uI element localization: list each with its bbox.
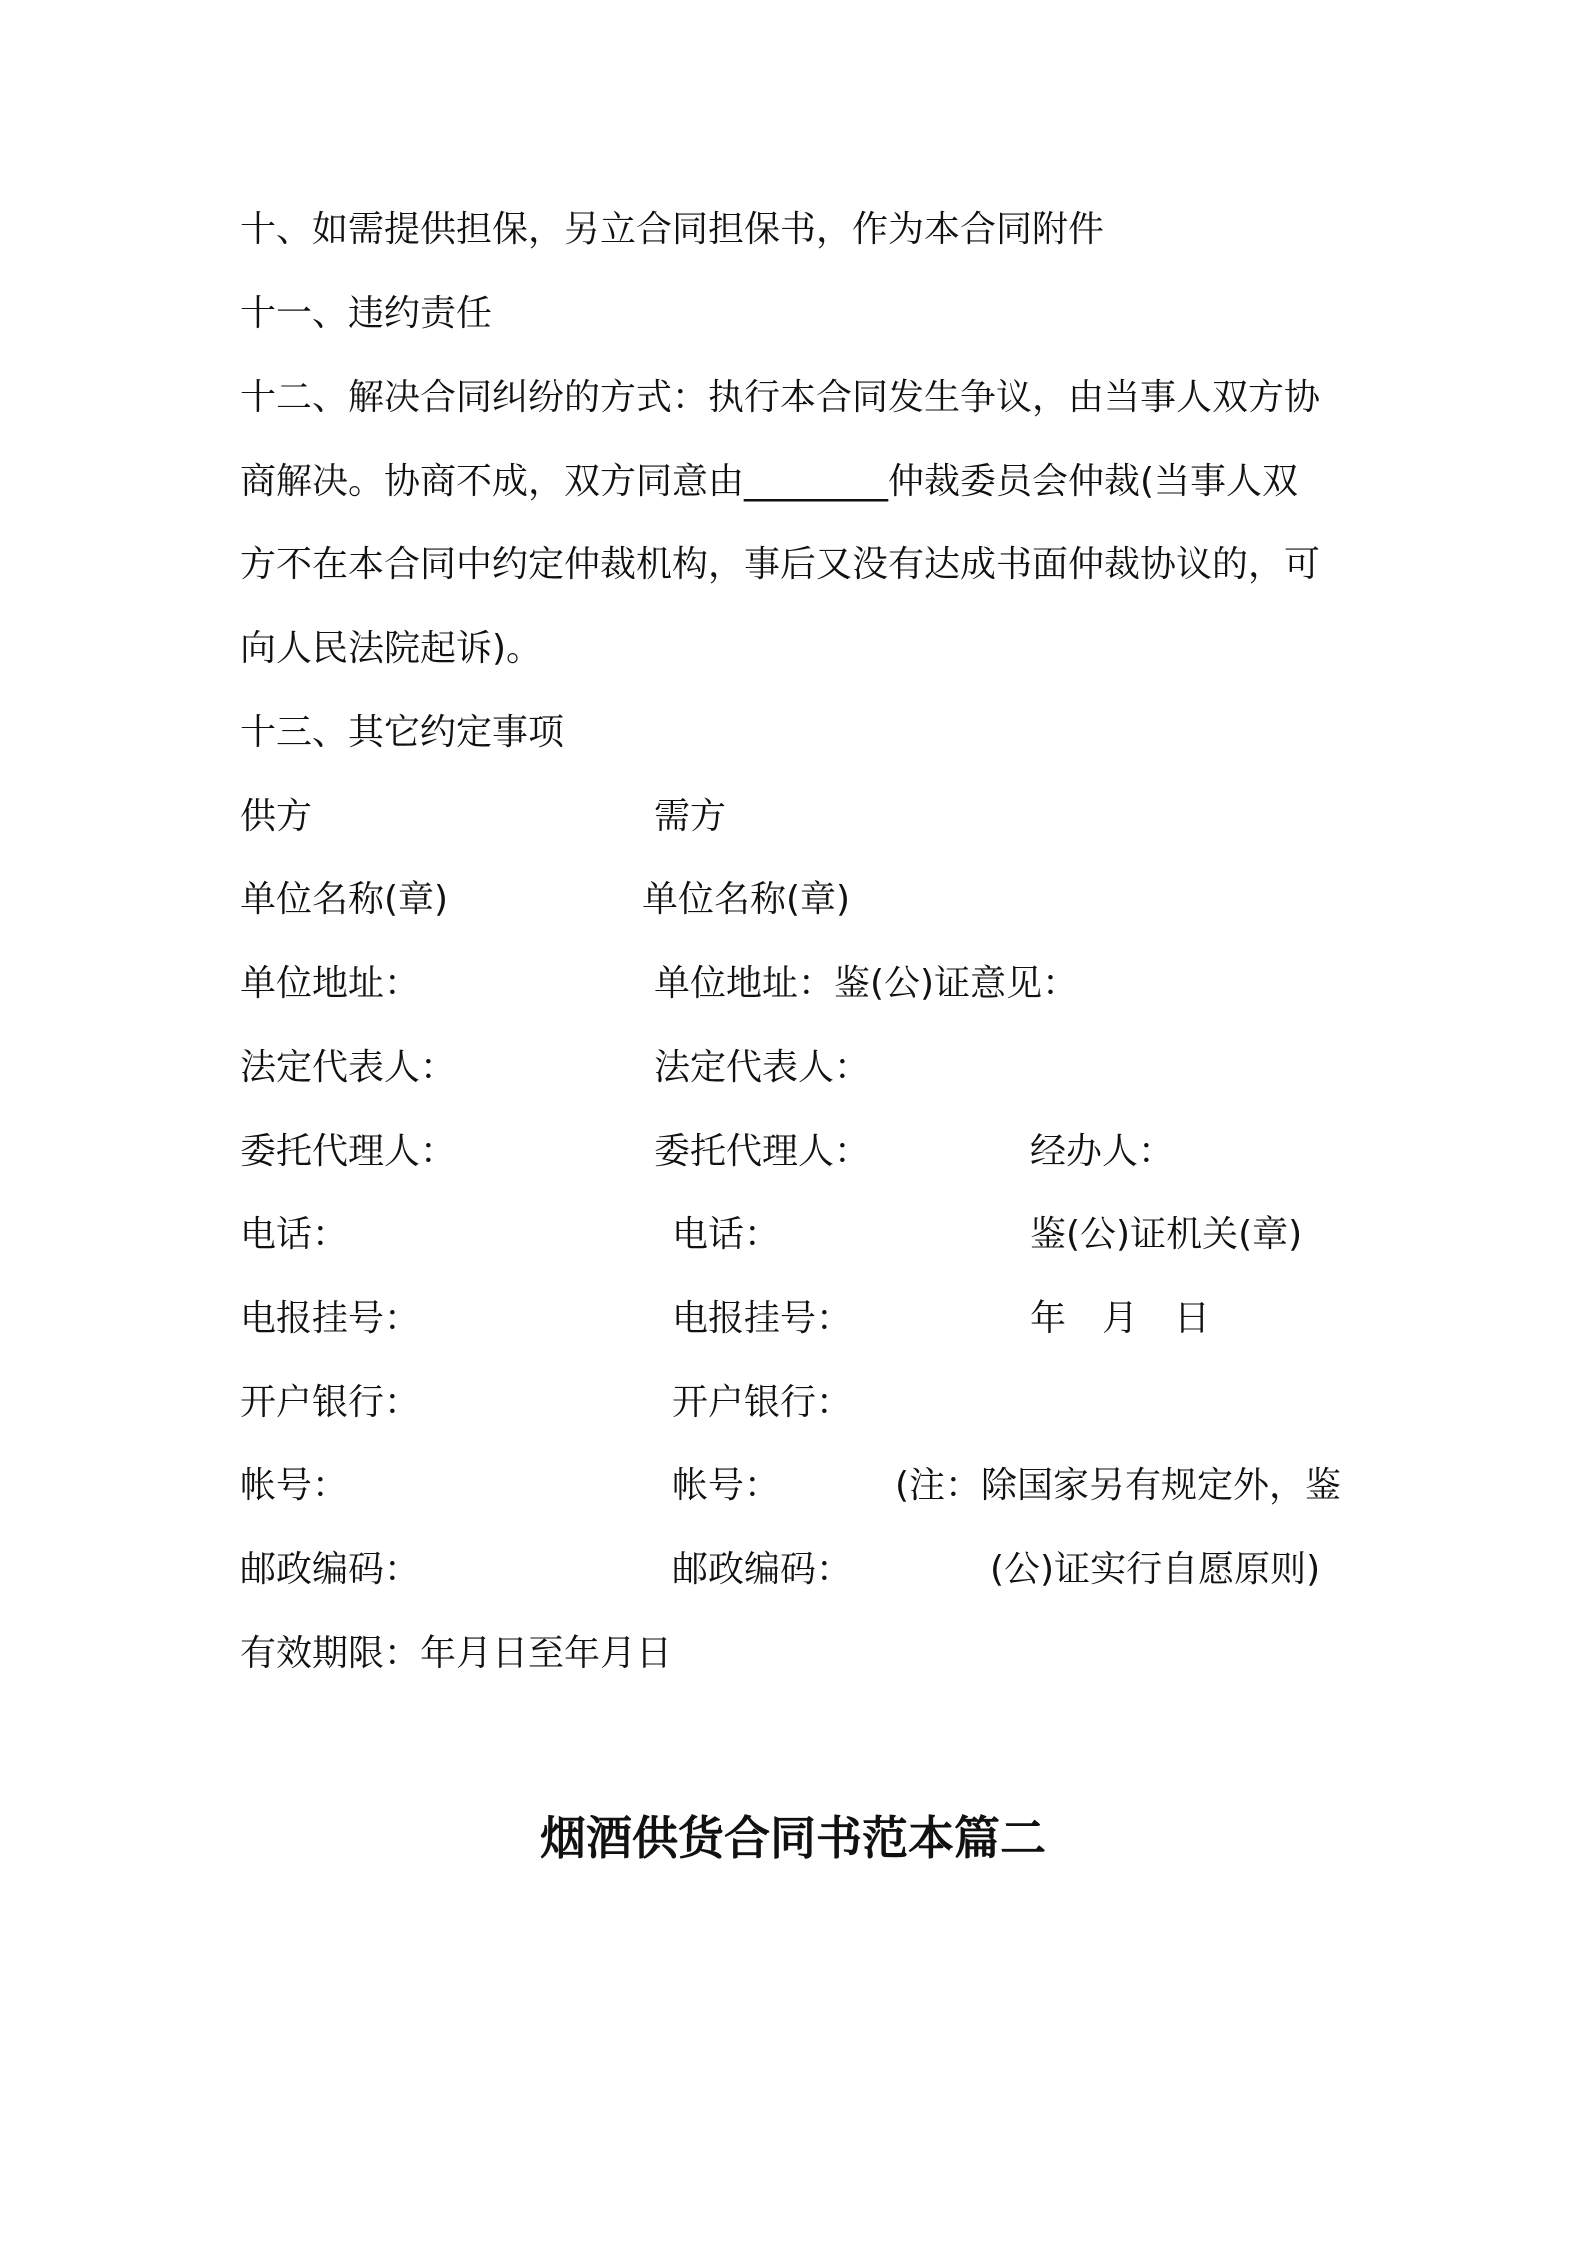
buyer-postcode: 邮政编码： xyxy=(672,1549,853,1590)
buyer-address-notary-opinion: 单位地址：鉴(公)证意见： xyxy=(654,963,1079,1004)
handler-label: 经办人： xyxy=(1030,1131,1175,1172)
supplier-bank: 开户银行： xyxy=(240,1382,421,1423)
clause-12-line-3: 方不在本合同中约定仲裁机构，事后又没有达成书面仲裁协议的，可 xyxy=(240,544,1321,585)
buyer-account: 帐号： xyxy=(672,1465,781,1506)
buyer-telegraph: 电报挂号： xyxy=(672,1298,853,1339)
supplier-postcode: 邮政编码： xyxy=(240,1549,421,1590)
note-line-2: (公)证实行自愿原则) xyxy=(990,1549,1321,1590)
supplier-legal-rep: 法定代表人： xyxy=(240,1047,457,1088)
clause-12-line-1: 十二、解决合同纠纷的方式：执行本合同发生争议，由当事人双方协 xyxy=(240,377,1321,418)
supplier-phone: 电话： xyxy=(240,1214,349,1255)
supplier-address: 单位地址： xyxy=(240,963,421,1004)
buyer-company-name: 单位名称(章) xyxy=(642,879,851,920)
notary-date: 年 月 日 xyxy=(1030,1298,1211,1339)
clause-10: 十、如需提供担保，另立合同担保书，作为本合同附件 xyxy=(240,209,1105,250)
buyer-agent: 委托代理人： xyxy=(654,1131,871,1172)
buyer-legal-rep: 法定代表人： xyxy=(654,1047,871,1088)
supplier-label: 供方 xyxy=(240,796,313,837)
validity-period: 有效期限：年月日至年月日 xyxy=(240,1633,673,1674)
clause-12-line-2: 商解决。协商不成，双方同意由________仲裁委员会仲裁(当事人双 xyxy=(240,461,1299,502)
supplier-telegraph: 电报挂号： xyxy=(240,1298,421,1339)
notary-office-seal: 鉴(公)证机关(章) xyxy=(1030,1214,1303,1255)
buyer-bank: 开户银行： xyxy=(672,1382,853,1423)
buyer-phone: 电话： xyxy=(672,1214,781,1255)
clause-13: 十三、其它约定事项 xyxy=(240,712,565,753)
note-line-1: (注：除国家另有规定外，鉴 xyxy=(895,1465,1342,1506)
supplier-account: 帐号： xyxy=(240,1465,349,1506)
buyer-label: 需方 xyxy=(654,796,727,837)
clause-11: 十一、违约责任 xyxy=(240,293,493,334)
next-section-title: 烟酒供货合同书范本篇二 xyxy=(540,1811,1046,1865)
supplier-company-name: 单位名称(章) xyxy=(240,879,449,920)
supplier-agent: 委托代理人： xyxy=(240,1131,457,1172)
clause-12-line-4: 向人民法院起诉)。 xyxy=(240,628,543,669)
